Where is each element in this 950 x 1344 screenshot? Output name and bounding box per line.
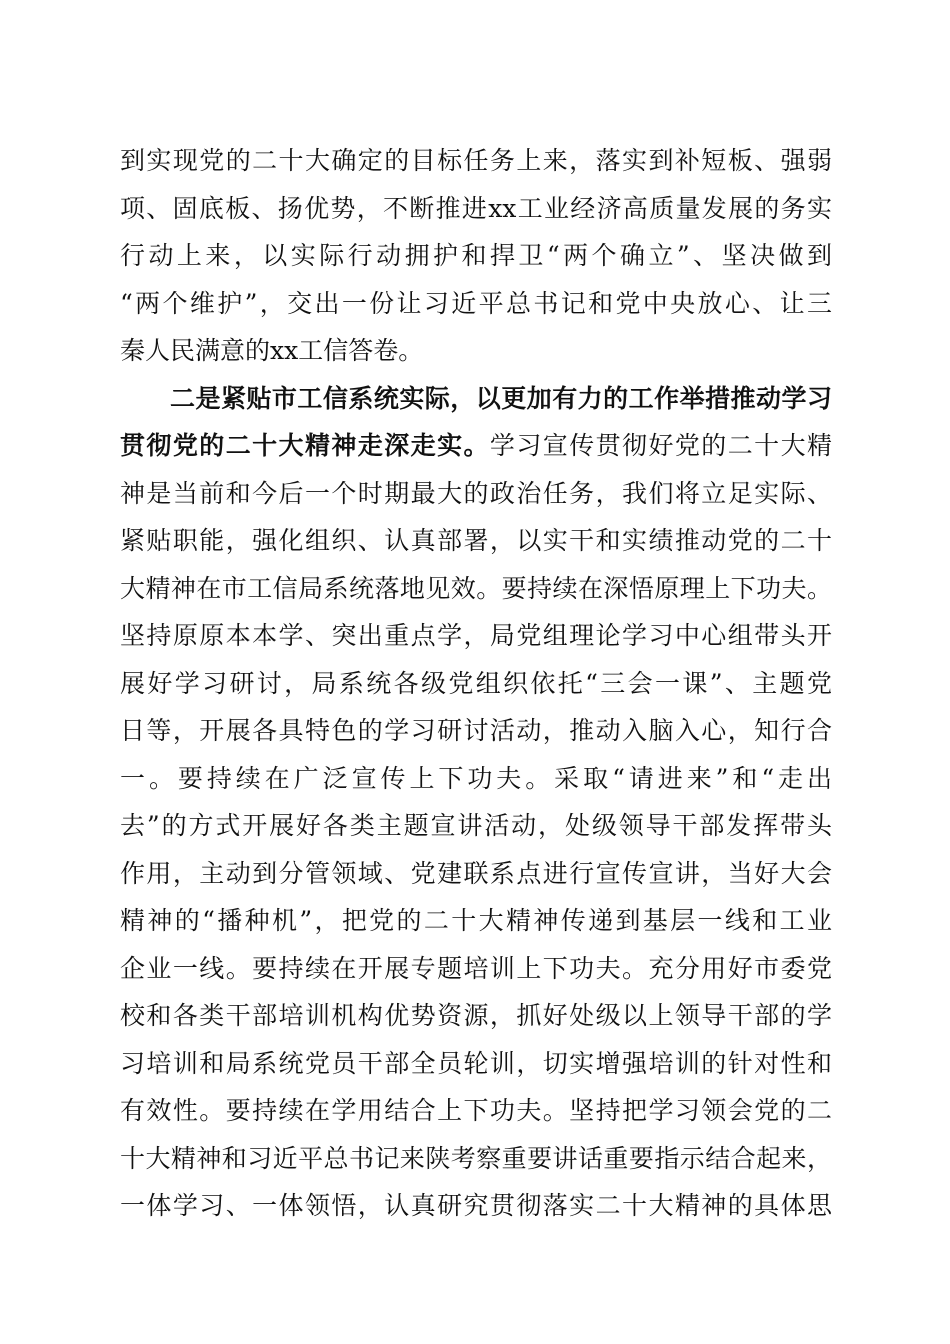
paragraph-2-line-10: 去”的方式开展好各类主题宣讲活动，处级领导干部发挥带头	[120, 811, 832, 840]
paragraph-2-heading-line-2: 贯彻党的二十大精神走深走实。	[120, 431, 490, 460]
paragraph-2-heading-line-1: 二是紧贴市工信系统实际，以更加有力的工作举措推动学习	[170, 384, 832, 413]
paragraph-2-line-13: 企业一线。要持续在开展专题培训上下功夫。充分用好市委党	[120, 954, 832, 983]
paragraph-2-line-16: 有效性。要持续在学用结合上下功夫。坚持把学习领会党的二	[120, 1096, 832, 1125]
paragraph-1-line-1: 到实现党的二十大确定的目标任务上来，落实到补短板、强弱	[120, 146, 832, 175]
paragraph-2-line-8: 日等，开展各具特色的学习研讨活动，推动入脑入心，知行合	[120, 716, 832, 745]
paragraph-2-line-6: 坚持原原本本学、突出重点学，局党组理论学习中心组带头开	[120, 621, 832, 650]
paragraph-2-line-18: 一体学习、一体领悟，认真研究贯彻落实二十大精神的具体思	[120, 1191, 832, 1220]
paragraph-2-line-4: 紧贴职能，强化组织、认真部署，以实干和实绩推动党的二十	[120, 526, 832, 555]
paragraph-2-line-11: 作用，主动到分管领域、党建联系点进行宣传宣讲，当好大会	[120, 859, 832, 888]
paragraph-1-line-2: 项、固底板、扬优势，不断推进xx工业经济高质量发展的务实	[120, 194, 832, 223]
paragraph-1-line-3: 行动上来，以实际行动拥护和捍卫“两个确立”、坚决做到	[120, 241, 832, 270]
paragraph-2-line-9: 一。要持续在广泛宣传上下功夫。采取“请进来”和“走出	[120, 764, 832, 793]
paragraph-2-line-2	[120, 424, 832, 468]
paragraph-2-line-7: 展好学习研讨，局系统各级党组织依托“三会一课”、主题党	[120, 669, 832, 698]
paragraph-2-line-3: 神是当前和今后一个时期最大的政治任务，我们将立足实际、	[120, 479, 832, 508]
paragraph-2-line-12: 精神的“播种机”，把党的二十大精神传递到基层一线和工业	[120, 906, 832, 935]
paragraph-2-line-15: 习培训和局系统党员干部全员轮训，切实增强培训的针对性和	[120, 1049, 832, 1078]
paragraph-2-line-2-rest: 学习宣传贯彻好党的二十大精	[489, 431, 832, 460]
paragraph-2-line-5: 大精神在市工信局系统落地见效。要持续在深悟原理上下功夫。	[120, 574, 832, 603]
paragraph-1-line-4: “两个维护”，交出一份让习近平总书记和党中央放心、让三	[120, 289, 832, 318]
paragraph-2-line-17: 十大精神和习近平总书记来陕考察重要讲话重要指示结合起来，	[120, 1144, 832, 1173]
paragraph-1-line-5: 秦人民满意的xx工信答卷。	[120, 336, 424, 365]
paragraph-2-line-14: 校和各类干部培训机构优势资源，抓好处级以上领导干部的学	[120, 1001, 832, 1030]
